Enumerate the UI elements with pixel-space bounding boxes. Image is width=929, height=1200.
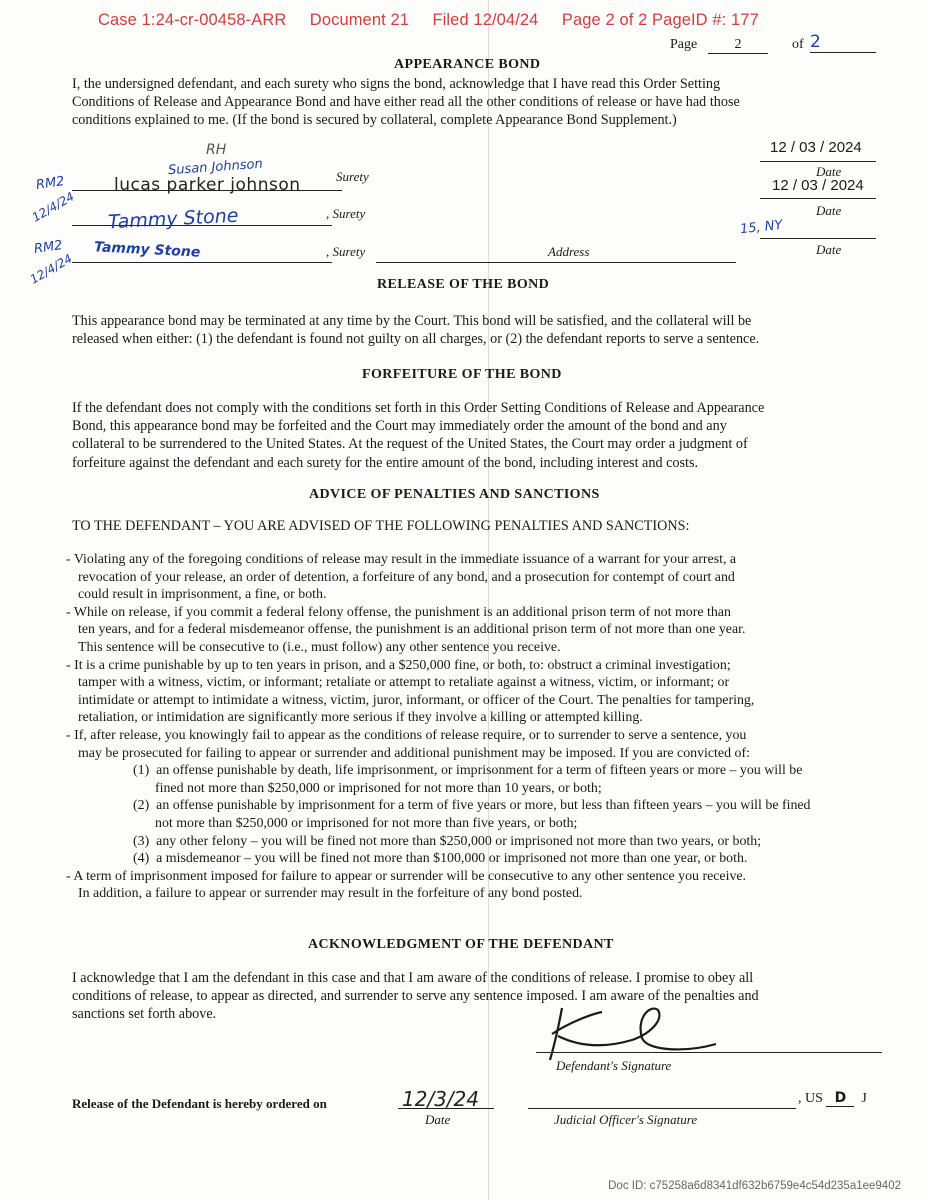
sub-item bbox=[66, 762, 892, 780]
page-total: 2 bbox=[810, 32, 876, 53]
surety-signature-2: Tammy Stone bbox=[107, 204, 239, 234]
initials-mark: RH bbox=[206, 142, 227, 158]
list-item-cont: revocation of your release, an order of detention, a forfeiture of any bond, and a prosecution for contempt of court and bbox=[78, 569, 735, 585]
text-line: sanctions set forth above. bbox=[72, 1006, 217, 1023]
margin-initials-2: RM2 bbox=[33, 238, 64, 257]
sub-item-text: an offense punishable by death, life imprisonment, or imprisonment for a term of fifteen years or more – you will be bbox=[156, 763, 803, 779]
sub-item-number: (4) bbox=[133, 851, 150, 867]
usdj-prefix: , US bbox=[798, 1091, 823, 1106]
sub-item-cont: fined not more than $250,000 or imprisoned for not more than 10 years, or both; bbox=[155, 780, 602, 796]
text-line: I, the undersigned defendant, and each surety who signs the bond, acknowledge that I have read this Order Setting bbox=[72, 76, 721, 92]
surety-printed-name-2: Tammy Stone bbox=[93, 239, 201, 261]
sub-item-number: (2) bbox=[133, 798, 150, 814]
release-date-label: Date bbox=[425, 1112, 451, 1127]
text-line: This appearance bond may be terminated at any time by the Court. This bond will be satisfied, and the collateral will be bbox=[72, 313, 752, 329]
release-heading: RELEASE OF THE BOND bbox=[377, 277, 550, 292]
list-item-cont: tamper with a witness, victim, or informant; retaliate or attempt to retaliate against a witness, victim, or informant; or bbox=[78, 675, 730, 691]
filed-date: Filed 12/04/24 bbox=[432, 11, 539, 29]
list-item: - While on release, if you commit a federal felony offense, the punishment is an additional prison term of not more than bbox=[66, 604, 731, 620]
appearance-bond-heading: APPEARANCE BOND bbox=[394, 57, 541, 72]
surety-printed-name-1: lucas parker johnson bbox=[114, 175, 301, 195]
date-line-1 bbox=[760, 161, 876, 162]
judicial-signature-line bbox=[528, 1108, 796, 1109]
forfeiture-heading: FORFEITURE OF THE BOND bbox=[362, 367, 562, 382]
list-item-cont: intimidate or attempt to intimidate a witness, victim, juror, informant, or officer of the Court. The penalties for tampering, bbox=[78, 692, 755, 708]
sub-item bbox=[66, 850, 892, 868]
page-id: Page 2 of 2 PageID #: 177 bbox=[561, 11, 759, 29]
text-line: forfeiture against the defendant and each surety for the entire amount of the bond, including interest and costs. bbox=[72, 454, 699, 471]
filing-stamp bbox=[98, 11, 759, 30]
sub-item-cont: not more than $250,000 or imprisoned for not more than five years, or both; bbox=[155, 815, 578, 831]
address-label: Address bbox=[548, 244, 590, 259]
release-text bbox=[72, 312, 892, 348]
surety-signature-1: Susan Johnson bbox=[167, 156, 264, 179]
sub-item-number: (1) bbox=[133, 763, 150, 779]
address-line bbox=[376, 262, 736, 263]
penalties-list bbox=[66, 551, 892, 903]
acknowledgment-text bbox=[72, 969, 892, 1024]
surety-date-2: 12 / 03 / 2024 bbox=[772, 177, 864, 194]
list-item: - If, after release, you knowingly fail to appear as the conditions of release require, or to surrender to serve a sentence, you bbox=[66, 727, 747, 743]
list-item-cont: ten years, and for a federal misdemeanor offense, the punishment is an additional prison term of not more than one year. bbox=[78, 622, 746, 638]
defendant-signature-line bbox=[536, 1052, 882, 1053]
text-line: conditions of release, to appear as directed, and surrender to serve any sentence imposed. I am aware of the penalties and bbox=[72, 988, 759, 1005]
margin-date-1: 12/4/24 bbox=[29, 189, 77, 225]
document-number: Document 21 bbox=[309, 11, 410, 29]
judicial-signature-label: Judicial Officer's Signature bbox=[554, 1112, 698, 1127]
acknowledgment-heading: ACKNOWLEDGMENT OF THE DEFENDANT bbox=[308, 937, 614, 952]
appearance-bond-text bbox=[72, 75, 872, 130]
date-line-3 bbox=[760, 238, 876, 239]
text-line: I acknowledge that I am the defendant in this case and that I am aware of the conditions of release. I promise to obey all bbox=[72, 970, 754, 986]
document-id: Doc ID: c75258a6d8341df632b6759e4c54d235a1ee9402 bbox=[608, 1180, 901, 1192]
list-item: - A term of imprisonment imposed for failure to appear or surrender will be consecutive to any other sentence you receive. bbox=[66, 868, 747, 884]
page-of-label: of bbox=[792, 37, 804, 52]
sub-item bbox=[66, 797, 892, 815]
text-line: released when either: (1) the defendant is found not guilty on all charges, or (2) the defendant reports to serve a sentence. bbox=[72, 331, 760, 348]
surety-line-3 bbox=[72, 262, 332, 263]
text-line: If the defendant does not comply with the conditions set forth in this Order Setting Conditions of Release and Appearance bbox=[72, 400, 765, 416]
address-note: 15, NY bbox=[739, 217, 784, 238]
text-line: Conditions of Release and Appearance Bond and have either read all the other conditions of release or have had those bbox=[72, 94, 740, 111]
usdj-handwritten: D bbox=[826, 1090, 854, 1107]
text-line: conditions explained to me. (If the bond is secured by collateral, complete Appearance Bond Supplement.) bbox=[72, 112, 677, 129]
list-item-cont: could result in imprisonment, a fine, or both. bbox=[78, 587, 327, 603]
usdj-title bbox=[798, 1090, 867, 1107]
sub-item-number: (3) bbox=[133, 833, 150, 849]
date-label-1: Date bbox=[816, 164, 842, 179]
sub-item bbox=[66, 833, 892, 851]
list-item-cont: retaliation, or intimidation are significantly more serious if they involve a killing or attempted killing. bbox=[78, 710, 643, 726]
text-line: Bond, this appearance bond may be forfeited and the Court may immediately order the amount of the bond and any bbox=[72, 418, 727, 435]
date-label-3: Date bbox=[816, 242, 842, 257]
margin-initials-1: RM2 bbox=[35, 174, 66, 193]
date-line-2 bbox=[760, 198, 876, 199]
release-date: 12/3/24 bbox=[402, 1087, 480, 1111]
list-item-cont: This sentence will be consecutive to (i.e., must follow) any other sentence you receive. bbox=[78, 639, 561, 655]
surety-label-1: Surety bbox=[336, 169, 369, 184]
sub-item-text: an offense punishable by imprisonment for a term of five years or more, but less than fifteen years – you will be fined bbox=[156, 798, 811, 814]
date-label-2: Date bbox=[816, 203, 842, 218]
case-number: Case 1:24-cr-00458-ARR bbox=[98, 11, 287, 29]
forfeiture-text bbox=[72, 399, 892, 472]
list-item-cont: In addition, a failure to appear or surrender may result in the forfeiture of any bond posted. bbox=[78, 886, 583, 902]
usdj-suffix: J bbox=[861, 1091, 867, 1106]
advice-heading: ADVICE OF PENALTIES AND SANCTIONS bbox=[309, 487, 600, 502]
surety-date-1: 12 / 03 / 2024 bbox=[770, 139, 862, 156]
advice-subheading: TO THE DEFENDANT – YOU ARE ADVISED OF THE FOLLOWING PENALTIES AND SANCTIONS: bbox=[72, 518, 690, 534]
surety-label-3: , Surety bbox=[326, 244, 366, 259]
page-number: 2 bbox=[708, 37, 768, 54]
list-item: - Violating any of the foregoing conditions of release may result in the immediate issuance of a warrant for your arrest, a bbox=[66, 552, 737, 567]
list-item: - It is a crime punishable by up to ten years in prison, and a $250,000 fine, or both, to: obstruct a criminal investigation; bbox=[66, 657, 731, 673]
margin-date-2: 12/4/24 bbox=[27, 251, 75, 287]
sub-item-text: any other felony – you will be fined not more than $250,000 or imprisoned not more than two years, or both; bbox=[156, 833, 762, 849]
defendant-signature-label: Defendant's Signature bbox=[556, 1058, 672, 1073]
text-line: collateral to be surrendered to the United States. At the request of the United States, the Court may order a judgment of bbox=[72, 436, 748, 453]
surety-label-2: , Surety bbox=[326, 206, 366, 221]
list-item-cont: may be prosecuted for failing to appear or surrender and additional punishment may be imposed. If you are convicted of: bbox=[78, 745, 750, 761]
page-label: Page bbox=[670, 37, 698, 52]
sub-item-text: a misdemeanor – you will be fined not more than $100,000 or imprisoned not more than one year, or both. bbox=[156, 851, 748, 867]
release-order-text: Release of the Defendant is hereby ordered on bbox=[72, 1096, 327, 1111]
